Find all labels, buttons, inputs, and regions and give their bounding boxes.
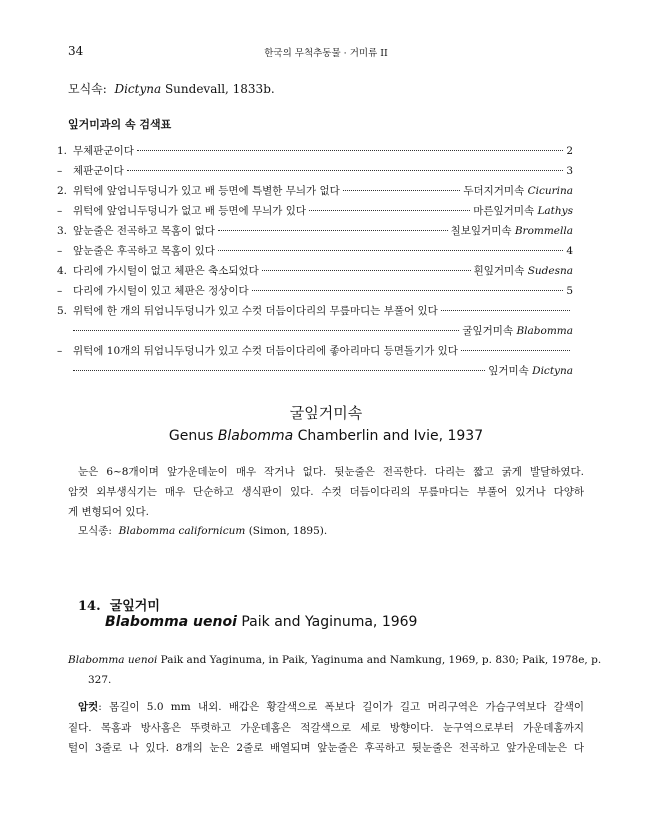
key-row-text: 위턱에 앞엄니두덩니가 있고 배 등면에 특별한 무늬가 없다 (73, 185, 340, 197)
species-name-kr: 굴잎거미 (109, 599, 160, 614)
key-row (57, 183, 573, 203)
key-row (57, 163, 573, 183)
key-row-result-genus: Sudesna (527, 265, 573, 277)
key-row-result-text: 마른잎거미속 (473, 205, 538, 217)
type-genus-name: Dictyna (114, 82, 162, 96)
key-row-result (462, 323, 573, 338)
key-row (57, 143, 573, 163)
synonymy-continuation: 327. (88, 674, 112, 686)
type-species-name: Blabomma californicum (118, 525, 246, 537)
key-row-text: 위턱에 10개의 뒤엄니두덩니가 있고 수컷 더듬이다리에 좋아리마디 등면돌기가 있다 (73, 345, 458, 357)
key-row (57, 263, 573, 283)
key-row-leader (461, 350, 570, 351)
key-row-leader (309, 210, 470, 211)
key-row-marker: – (57, 285, 63, 297)
key-row-result (566, 165, 573, 177)
key-row-result (488, 363, 573, 378)
key-row-result (566, 145, 573, 157)
key-row-text: 앞눈줄은 후곡하고 목홈이 있다 (73, 245, 215, 257)
synonymy (68, 650, 602, 690)
key-row-result (566, 285, 573, 297)
key-row-leader (137, 150, 563, 151)
description-line: 눈은 6~8개이며 앞가운데눈이 매우 작거나 없다. 뒷눈줄은 전곡한다. 다리는 짧고 굵게 발달하였다. (78, 466, 584, 478)
description-line: 암컷 외부생식기는 매우 단순하고 생식판이 있다. 수컷 더듬이다리의 무릎마디는 부풀어 있거나 다양하 (68, 486, 584, 498)
key-row-text: 체판군이다 (73, 165, 124, 177)
female-line (68, 697, 584, 718)
key-row-leader (127, 170, 564, 171)
type-genus-author: Sundevall, 1833b. (161, 82, 275, 96)
female-label: 암컷 (78, 701, 99, 713)
key-row-text: 앞눈줄은 전곡하고 목홈이 없다 (73, 225, 215, 237)
female-line: 털이 3줄로 나 있다. 8개의 눈은 2줄로 배열되며 앞눈줄은 후곡하고 뒷눈줄은 전곡하고 앞가운데눈은 다 (68, 742, 584, 754)
species-name-italic: Blabomma uenoi (105, 614, 237, 630)
key-row-leader (218, 250, 563, 251)
key-row-text: 위턱에 앞엄니두덩니가 없고 배 등면에 무늬가 있다 (73, 205, 307, 217)
key-row-marker: 2. (57, 185, 68, 197)
key-row-result-text: 잎거미속 (488, 365, 533, 377)
key-row-result-genus: Dictyna (532, 365, 573, 377)
key-row-text: 다리에 가시털이 없고 체판은 축소되었다 (73, 265, 259, 277)
key-row-leader (73, 330, 459, 331)
key-row-marker: 5. (57, 305, 68, 317)
key-row-result (474, 263, 573, 278)
key-row-result (451, 223, 573, 238)
key-row-result-genus: Lathys (537, 205, 573, 217)
species-scientific-name (105, 614, 417, 630)
key-row (57, 323, 573, 343)
key-title: 잎거미과의 속 검색표 (68, 118, 172, 131)
key-row-marker: – (57, 345, 63, 357)
key-row-result-text: 두더지거미속 (463, 185, 528, 197)
key-row (57, 223, 573, 243)
key-row-leader (73, 370, 485, 371)
species-heading (78, 595, 160, 614)
key-row-result (463, 183, 573, 198)
key-row (57, 203, 573, 223)
key-row-leader (343, 190, 461, 191)
type-species-author: (Simon, 1895). (245, 525, 328, 537)
key-row-result-text: 2 (566, 145, 573, 157)
genus-title: 굴잎거미속 (289, 404, 363, 422)
key-row-result-text: 칠보잎거미속 (450, 225, 515, 237)
key-row-result-text: 굴잎거미속 (462, 325, 517, 337)
key-row (57, 343, 573, 363)
genus-sub-author: Chamberlin and Ivie, 1937 (293, 428, 484, 444)
type-species-label: 모식종: (78, 525, 112, 537)
key-row (57, 243, 573, 263)
key-row (57, 363, 573, 383)
species-name-author: Paik and Yaginuma, 1969 (236, 614, 418, 630)
key-row-text: 무체판군이다 (73, 145, 134, 157)
key-row-text: 다리에 가시털이 있고 체판은 정상이다 (73, 285, 249, 297)
running-head: 한국의 무척추동물 · 거미류 II (264, 48, 388, 59)
key-row-leader (441, 310, 570, 311)
page-number: 34 (68, 44, 84, 58)
key-row-result-text: 3 (566, 165, 573, 177)
type-species-line (78, 523, 327, 538)
synonymy-citation: Paik and Yaginuma, in Paik, Yaginuma and Namkung, 1969, p. 830; Paik, 1978e, p. (157, 654, 602, 666)
key-row-leader (262, 270, 471, 271)
key-row-marker: 1. (57, 145, 68, 157)
key-row-marker: 3. (57, 225, 68, 237)
key-row-result (566, 245, 573, 257)
key-row-result-genus: Cicurina (527, 185, 573, 197)
type-genus-label: 모식속: (68, 82, 107, 96)
description-line: 게 변형되어 있다. (68, 506, 150, 518)
key-row-result-text: 4 (566, 245, 573, 257)
key-row-leader (252, 290, 564, 291)
key-row-marker: – (57, 165, 63, 177)
key-row-marker: – (57, 205, 63, 217)
genus-description (68, 462, 584, 522)
key-row-result-genus: Blabomma (516, 325, 573, 337)
female-text: : 몸길이 5.0 mm 내외. 배갑은 황갈색으로 폭보다 길이가 길고 머리구역은 가슴구역보다 갈색이 (98, 701, 584, 713)
key-row-marker: 4. (57, 265, 68, 277)
key-row-text: 위턱에 한 개의 뒤엄니두덩니가 있고 수컷 더듬이다리의 무릎마디는 부풀어 있다 (73, 305, 438, 317)
key-row-result (473, 203, 573, 218)
synonymy-name: Blabomma uenoi (68, 654, 158, 666)
genus-sub-prefix: Genus (168, 428, 218, 444)
page-header (68, 44, 584, 60)
genus-subtitle (0, 428, 652, 444)
key-row (57, 303, 573, 323)
key-row-result-genus: Brommella (514, 225, 573, 237)
genus-sub-name: Blabomma (217, 428, 294, 444)
type-genus-line (68, 80, 275, 97)
key-row (57, 283, 573, 303)
key-row-result-text: 흰잎거미속 (473, 265, 528, 277)
female-line: 짙다. 목홈과 방사홈은 뚜렷하고 가운데홈은 적갈색으로 세로 방향이다. 눈구역으로부터 가운데홈까지 (68, 721, 584, 734)
identification-key (57, 143, 573, 383)
key-row-leader (218, 230, 448, 231)
species-number: 14. (78, 599, 101, 614)
key-row-marker: – (57, 245, 63, 257)
key-row-result-text: 5 (566, 285, 573, 297)
female-description (68, 697, 584, 759)
